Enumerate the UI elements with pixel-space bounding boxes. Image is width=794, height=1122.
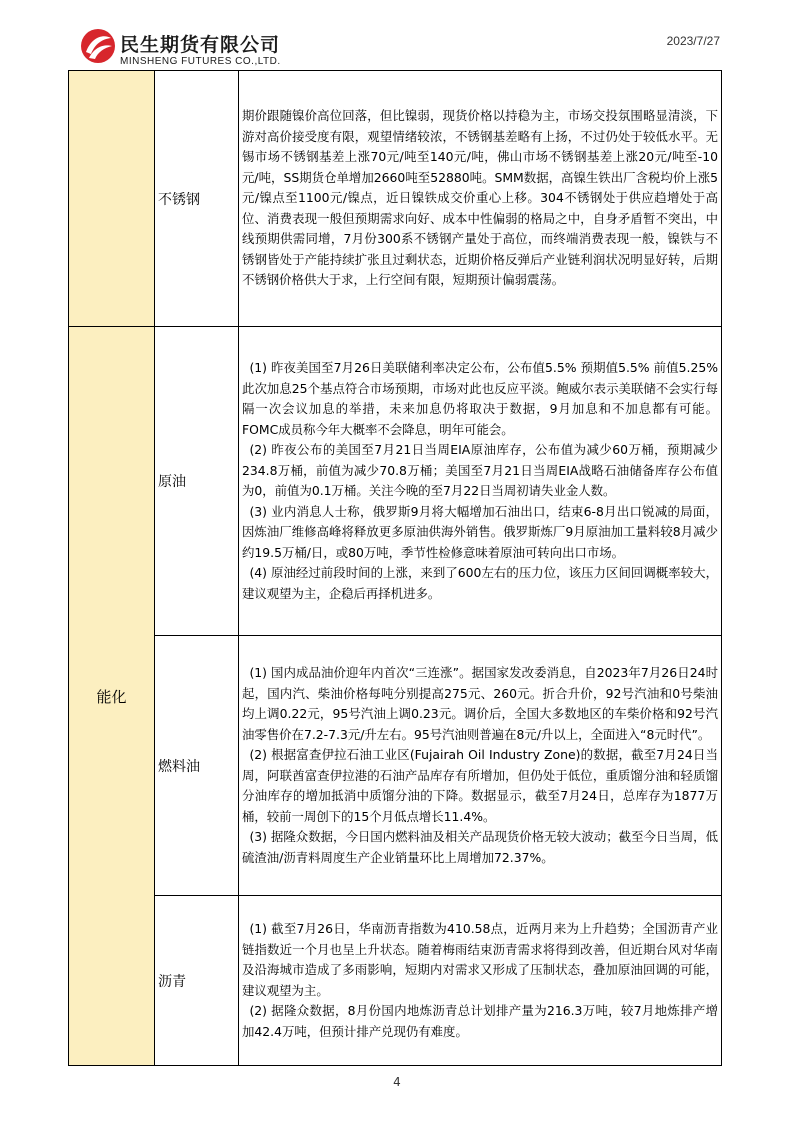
paragraph: (4) 原油经过前段时间的上涨，来到了600左右的压力位，该压力区间回调概率较大，建议观望为主，企稳后再择机进多。 bbox=[242, 565, 718, 601]
paragraph: (3) 据隆众数据，今日国内燃料油及相关产品现货价格无较大波动；截至今日当周，低硫渣油/沥青料周度生产企业销量环比上周增加72.37%。 bbox=[242, 829, 718, 865]
table-row bbox=[69, 896, 722, 1066]
category-cell bbox=[69, 71, 155, 327]
paragraph: (2) 据隆众数据，8月份国内地炼沥青总计划排产量为216.3万吨，较7月地炼排产增加42.4万吨，但预计排产兑现仍有难度。 bbox=[242, 1003, 718, 1039]
commodity-text-crude bbox=[239, 327, 722, 636]
paragraph: (2) 根据富查伊拉石油工业区(Fujairah Oil Industry Zone)的数据，截至7月24日当周，阿联酋富查伊拉港的石油产品库存有所增加，但仍处于低位，重质馏分油和轻质馏分油库存的增加抵消中质馏分油的下降。数据显示，截至7月24日，总库存为1877万桶，较前一周创下的15个月低点增长11.4%。 bbox=[242, 747, 718, 824]
paragraph: (1) 截至7月26日，华南沥青指数为410.58点，近两月来为上升趋势；全国沥青产业链指数近一个月也呈上升状态。随着梅雨结束沥青需求将得到改善，但近期台风对华南及沿海城市造成了多雨影响，短期内对需求又形成了压制状态，叠加原油回调的可能，建议观望为主。 bbox=[242, 921, 718, 998]
page-number: 4 bbox=[393, 1075, 401, 1089]
commodity-table bbox=[68, 70, 722, 1066]
commodity-label-asphalt: 沥青 bbox=[155, 896, 239, 1066]
paragraph: (2) 昨夜公布的美国至7月21日当周EIA原油库存，公布值为减少60万桶，预期减少234.8万桶，前值为减少70.8万桶；美国至7月21日当周EIA战略石油储备库存公布值为0，前值为0.1万桶。关注今晚的至7月22日当周初请失业金人数。 bbox=[242, 442, 718, 498]
commodity-label-crude: 原油 bbox=[155, 327, 239, 636]
table-row bbox=[69, 71, 722, 327]
brand-name-cn: 民生期货有限公司 bbox=[120, 34, 281, 56]
commodity-text-asphalt bbox=[239, 896, 722, 1066]
commodity-label-stainless: 不锈钢 bbox=[155, 71, 239, 327]
table-row bbox=[69, 636, 722, 896]
page-header bbox=[80, 28, 720, 70]
commodity-text-stainless bbox=[239, 71, 722, 327]
paragraph: (1) 昨夜美国至7月26日美联储利率决定公布，公布值5.5% 预期值5.5% 前值5.25% 此次加息25个基点符合市场预期，市场对此也反应平淡。鲍威尔表示美联储不会实行每隔一次会议加息的举措，未来加息仍将取决于数据，9月加息和不加息都有可能。FOMC成员称今年大概率不会降息，明年可能会。 bbox=[242, 360, 718, 437]
report-date: 2023/7/27 bbox=[666, 34, 720, 48]
paragraph: (3) 业内消息人士称，俄罗斯9月将大幅增加石油出口，结束6-8月出口锐减的局面，因炼油厂维修高峰将释放更多原油供海外销售。俄罗斯炼厂9月原油加工量料较8月减少约19.5万桶/日，或80万吨，季节性检修意味着原油可转向出口市场。 bbox=[242, 503, 718, 560]
brand-name-en: MINSHENG FUTURES CO.,LTD. bbox=[120, 56, 281, 67]
category-energy: 能化 bbox=[69, 327, 155, 1066]
minsheng-logo-icon bbox=[80, 28, 116, 64]
paragraph: 期价跟随镍价高位回落，但比镍弱，现货价格以持稳为主，市场交投氛围略显清淡，下游对高价接受度有限，观望情绪较浓，不锈钢基差略有上扬，不过仍处于较低水平。无锡市场不锈钢基差上涨70元/吨至140元/吨，佛山市场不锈钢基差上涨20元/吨至-10元/吨，SS期货仓单增加2660吨至52880吨。SMM数据，高镍生铁出厂含税均价上涨5元/镍点至1100元/镍点，近日镍铁成交价重心上移。304不锈钢处于供应趋增处于高位、消费表现一般但预期需求向好、成本中性偏弱的格局之中，自身矛盾暂不突出，中线预期供需同增，7月份300系不锈钢产量处于高位，而终端消费表现一般，镍铁与不锈钢皆处于产能持续扩张且过剩状态，近期价格反弹后产业链利润状况明显好转，后期不锈钢价格供大于求，上行空间有限，短期预计偏弱震荡。 bbox=[242, 108, 718, 288]
commodity-text-fuel bbox=[239, 636, 722, 896]
paragraph: (1) 国内成品油价迎年内首次“三连涨”。据国家发改委消息，自2023年7月26日24时起，国内汽、柴油价格每吨分别提高275元、260元。折合升价，92号汽油和0号柴油均上调0.22元，95号汽油上调0.23元。调价后，全国大多数地区的车柴价格和92号汽油零售价在7.2-7.3元/升左右。95号汽油则普遍在8元/升以上，全面进入“8元时代”。 bbox=[242, 665, 718, 742]
commodity-label-fuel: 燃料油 bbox=[155, 636, 239, 896]
table-row bbox=[69, 327, 722, 636]
